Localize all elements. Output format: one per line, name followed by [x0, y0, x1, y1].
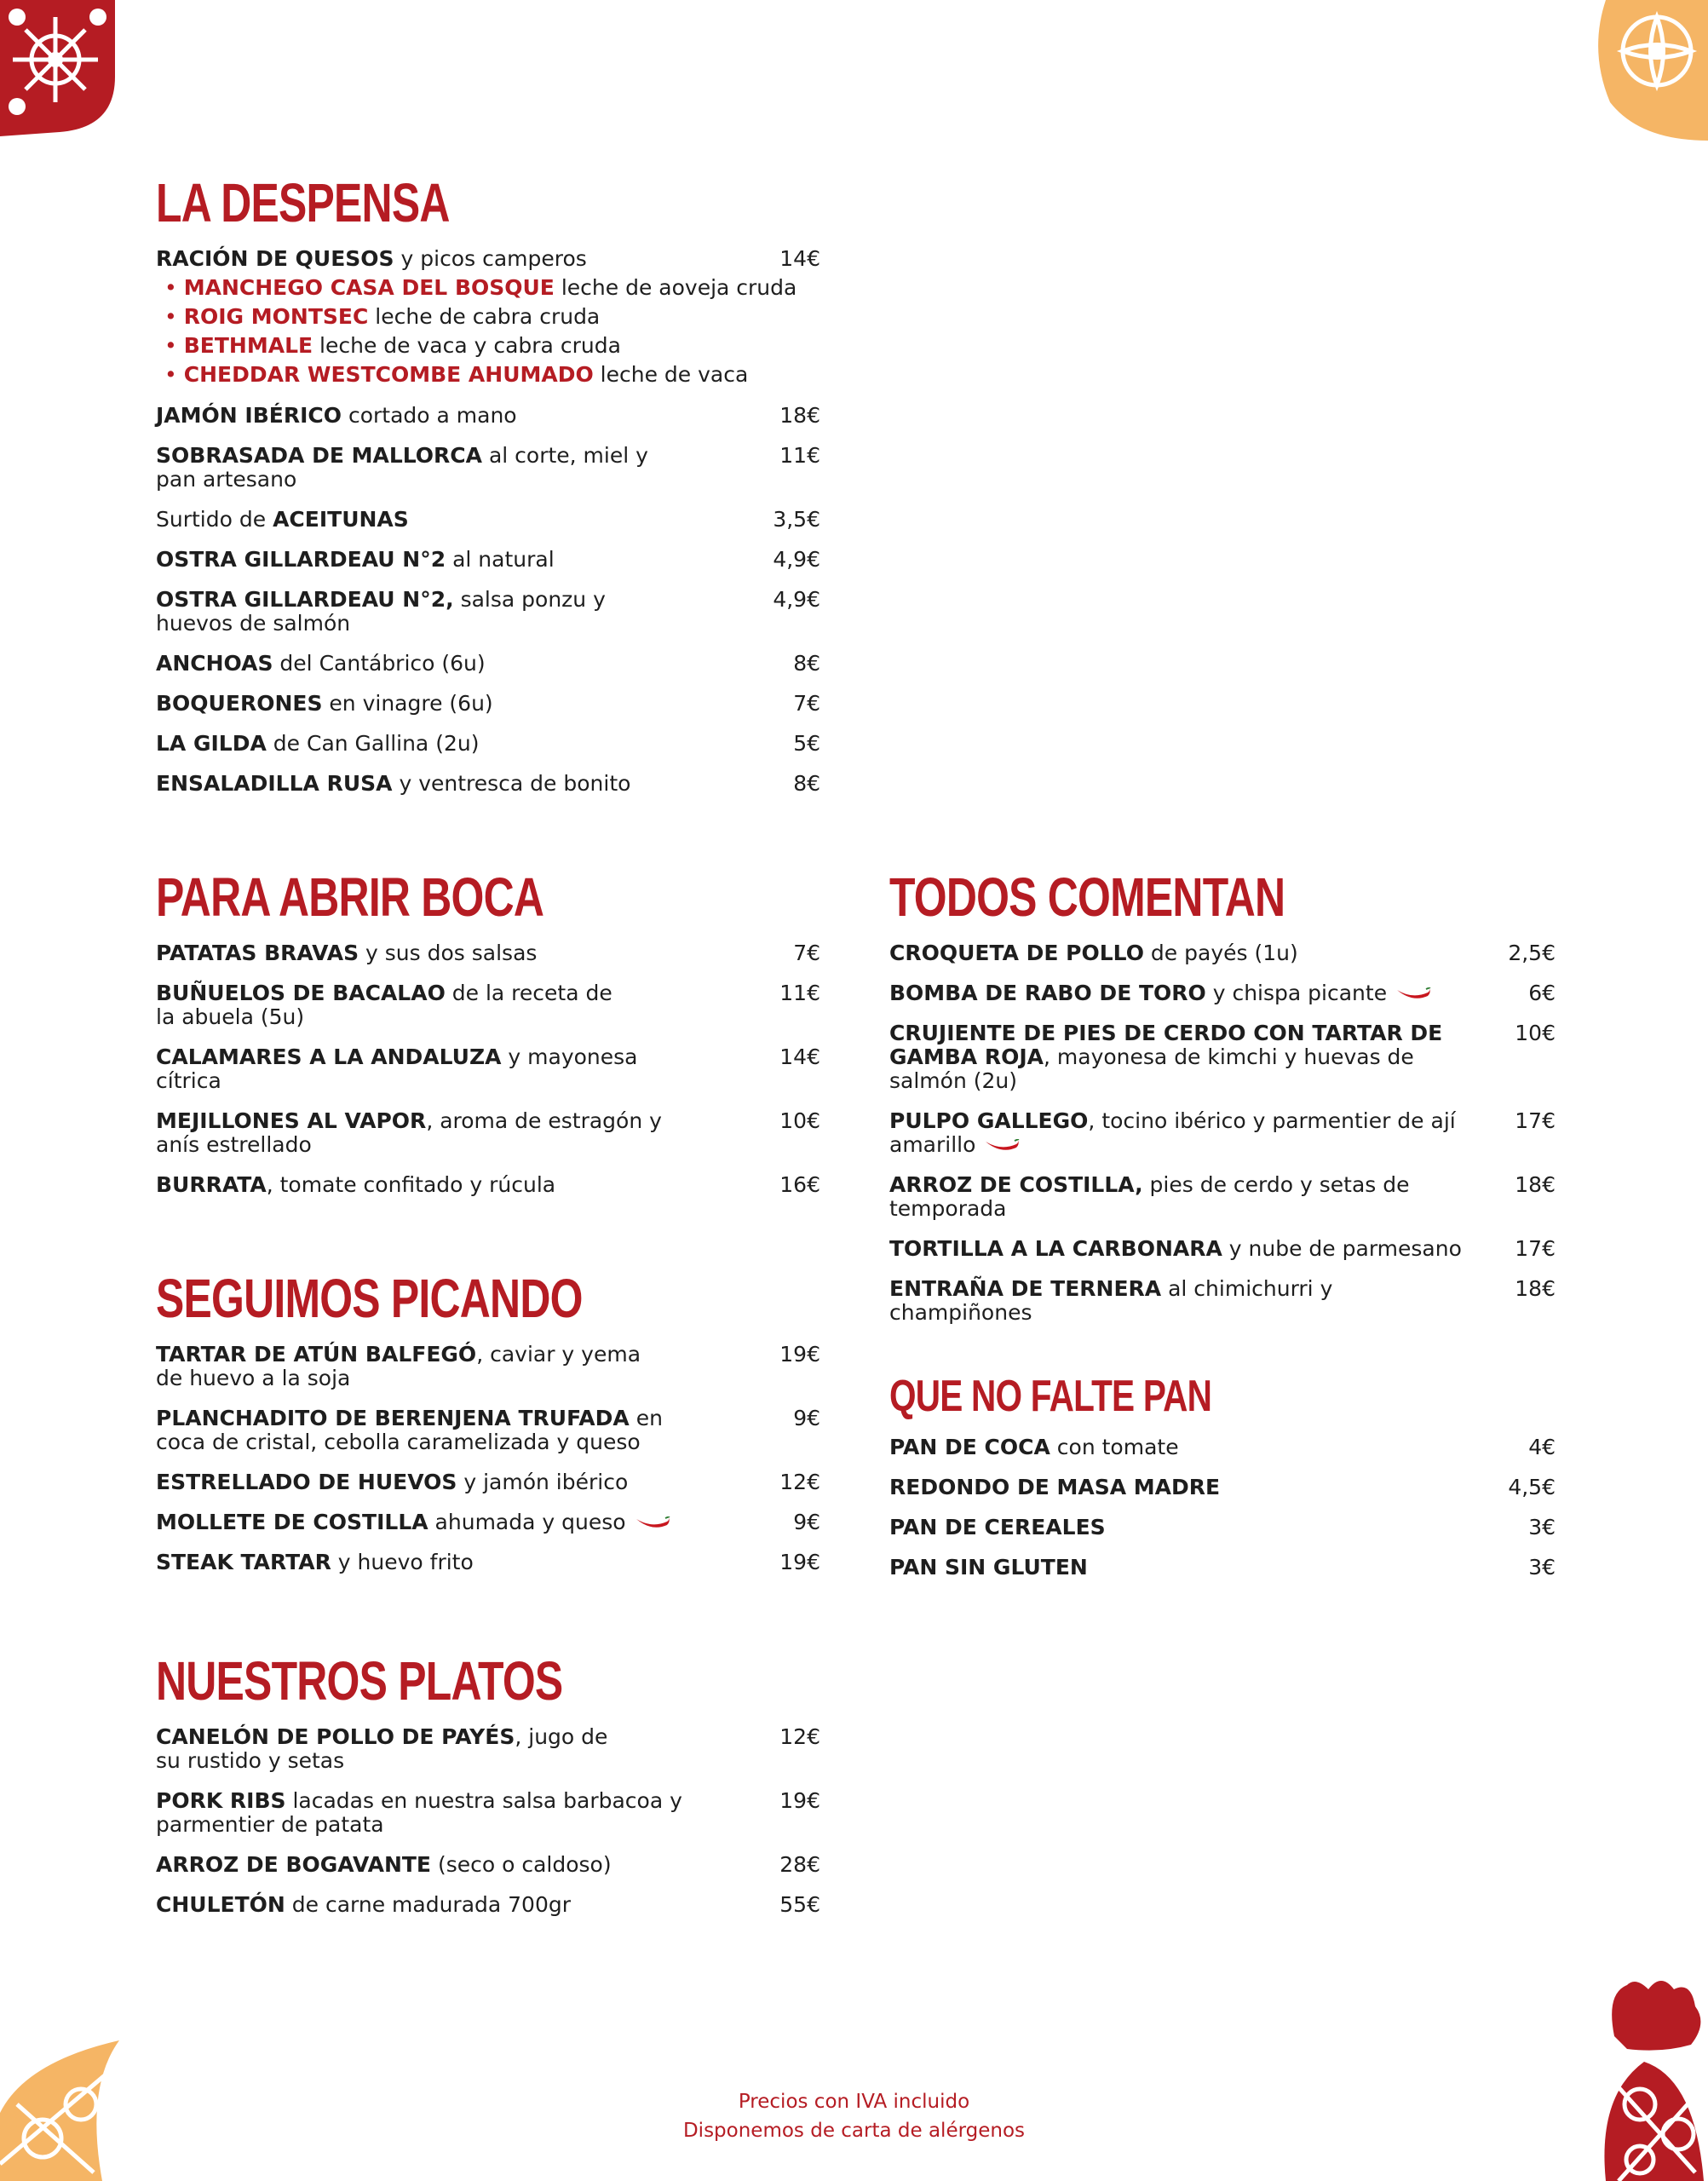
price: 5€ [793, 731, 820, 756]
price: 18€ [1515, 1276, 1556, 1301]
price: 10€ [1515, 1021, 1556, 1045]
menu-item: CHULETÓN de carne madurada 700gr 55€ [156, 1892, 820, 1917]
price: 8€ [793, 651, 820, 676]
menu-item: CRUJIENTE DE PIES DE CERDO CON TARTAR DE GAMBA ROJA, mayonesa de kimchi y huevas de salmón (2u) 10€ [889, 1021, 1556, 1093]
menu-item: CROQUETA DE POLLO de payés (1u) 2,5€ [889, 941, 1556, 965]
menu-item: ENTRAÑA DE TERNERA al chimichurri y champiñones 18€ [889, 1276, 1556, 1325]
menu-item: ESTRELLADO DE HUEVOS y jamón ibérico 12€ [156, 1470, 820, 1494]
price: 19€ [779, 1342, 820, 1367]
menu-item: RACIÓN DE QUESOS y picos camperos 14€ [156, 246, 820, 271]
menu-item: OSTRA GILLARDEAU N°2 al natural 4,9€ [156, 547, 820, 572]
section-que-no-falte-pan [889, 1359, 1556, 1596]
tile-corner-top-right [1589, 0, 1708, 141]
footer-vat-note: Precios con IVA incluido [738, 2091, 970, 2113]
menu-item: ARROZ DE COSTILLA, pies de cerdo y setas de temporada 18€ [889, 1172, 1556, 1221]
menu-item: ARROZ DE BOGAVANTE (seco o caldoso) 28€ [156, 1852, 820, 1877]
menu-item: BUÑUELOS DE BACALAO de la receta de la abuela (5u) 11€ [156, 981, 820, 1029]
section-title: QUE NO FALTE PAN [889, 1372, 1212, 1421]
menu-item: PORK RIBS lacadas en nuestra salsa barbacoa y parmentier de patata 19€ [156, 1788, 820, 1837]
menu-item: SOBRASADA DE MALLORCA al corte, miel y pan artesano 11€ [156, 443, 820, 492]
menu-item: OSTRA GILLARDEAU N°2, salsa ponzu y huevos de salmón 4,9€ [156, 587, 820, 636]
section-la-despensa [156, 153, 820, 812]
menu-item: MOLLETE DE COSTILLA ahumada y queso 9€ [156, 1510, 820, 1534]
price: 3€ [1528, 1515, 1556, 1539]
price: 12€ [779, 1724, 820, 1749]
menu-item: LA GILDA de Can Gallina (2u) 5€ [156, 731, 820, 756]
price: 17€ [1515, 1236, 1556, 1261]
price: 11€ [779, 443, 820, 468]
cheese-item: • CHEDDAR WESTCOMBE AHUMADO leche de vaca [164, 362, 749, 387]
section-title: NUESTROS PLATOS [156, 1650, 563, 1712]
menu-item: PULPO GALLEGO, tocino ibérico y parmentier de ají amarillo 17€ [889, 1108, 1556, 1157]
price: 18€ [1515, 1172, 1556, 1197]
price: 7€ [793, 941, 820, 965]
price: 4,9€ [773, 587, 820, 612]
price: 55€ [779, 1892, 820, 1917]
section-title: SEGUIMOS PICANDO [156, 1268, 583, 1329]
price: 19€ [779, 1550, 820, 1574]
menu-item: ANCHOAS del Cantábrico (6u) 8€ [156, 651, 820, 676]
section-title: TODOS COMENTAN [889, 866, 1285, 928]
price: 11€ [779, 981, 820, 1005]
footer-allergens-note: Disponemos de carta de alérgenos [682, 2120, 1026, 2142]
chili-pepper-icon [984, 1139, 1020, 1153]
menu-item: STEAK TARTAR y huevo frito 19€ [156, 1550, 820, 1574]
footer [0, 2087, 1708, 2145]
price: 6€ [1528, 981, 1556, 1005]
cheese-item: • BETHMALE leche de vaca y cabra cruda [164, 333, 621, 358]
price: 16€ [779, 1172, 820, 1197]
tile-corner-top-left [0, 0, 119, 141]
price: 14€ [779, 1044, 820, 1069]
price: 28€ [779, 1852, 820, 1877]
menu-item: MEJILLONES AL VAPOR, aroma de estragón y anís estrellado 10€ [156, 1108, 820, 1157]
section-nuestros-platos [156, 1631, 820, 1933]
rooster-tile-icon [1593, 1968, 1708, 2181]
menu-item: ENSALADILLA RUSA y ventresca de bonito 8€ [156, 771, 820, 796]
menu-item: TORTILLA A LA CARBONARA y nube de parmesano 17€ [889, 1236, 1556, 1261]
price: 18€ [779, 403, 820, 428]
cheese-item: • ROIG MONTSEC leche de cabra cruda [164, 304, 601, 329]
menu-item: PLANCHADITO DE BERENJENA TRUFADA en coca de cristal, cebolla caramelizada y queso 9€ [156, 1406, 820, 1454]
price: 4,9€ [773, 547, 820, 572]
price: 9€ [793, 1406, 820, 1430]
price: 10€ [779, 1108, 820, 1133]
section-title: PARA ABRIR BOCA [156, 866, 544, 928]
section-seguimos-picando [156, 1249, 820, 1591]
price: 3,5€ [773, 507, 820, 532]
menu-item: PATATAS BRAVAS y sus dos salsas 7€ [156, 941, 820, 965]
price: 4€ [1528, 1435, 1556, 1459]
price: 2,5€ [1508, 941, 1556, 965]
price: 19€ [779, 1788, 820, 1813]
price: 7€ [793, 691, 820, 716]
section-todos-comentan [889, 848, 1556, 1341]
menu-item: PAN DE CEREALES 3€ [889, 1515, 1556, 1539]
menu-item: REDONDO DE MASA MADRE 4,5€ [889, 1475, 1556, 1499]
menu-item: BOQUERONES en vinagre (6u) 7€ [156, 691, 820, 716]
price: 9€ [793, 1510, 820, 1534]
menu-item: BOMBA DE RABO DE TORO y chispa picante 6€ [889, 981, 1556, 1005]
menu-item: CANELÓN DE POLLO DE PAYÉS, jugo de su rustido y setas 12€ [156, 1724, 820, 1773]
price: 4,5€ [1508, 1475, 1556, 1499]
price: 17€ [1515, 1108, 1556, 1133]
chili-pepper-icon [1395, 987, 1431, 1001]
price: 14€ [779, 246, 820, 271]
price: 8€ [793, 771, 820, 796]
price: 3€ [1528, 1555, 1556, 1580]
menu-item: JAMÓN IBÉRICO cortado a mano 18€ [156, 403, 820, 428]
cheese-item: • MANCHEGO CASA DEL BOSQUE leche de aoveja cruda [164, 275, 797, 300]
section-para-abrir-boca [156, 848, 820, 1213]
chili-pepper-icon [635, 1516, 670, 1530]
menu-item: Surtido de ACEITUNAS 3,5€ [156, 507, 820, 532]
menu-item: CALAMARES A LA ANDALUZA y mayonesa cítrica 14€ [156, 1044, 820, 1093]
section-title: LA DESPENSA [156, 172, 450, 233]
price: 12€ [779, 1470, 820, 1494]
menu-item: PAN DE COCA con tomate 4€ [889, 1435, 1556, 1459]
menu-item: BURRATA, tomate confitado y rúcula 16€ [156, 1172, 820, 1197]
menu-item: PAN SIN GLUTEN 3€ [889, 1555, 1556, 1580]
menu-item: TARTAR DE ATÚN BALFEGÓ, caviar y yema de huevo a la soja 19€ [156, 1342, 820, 1390]
